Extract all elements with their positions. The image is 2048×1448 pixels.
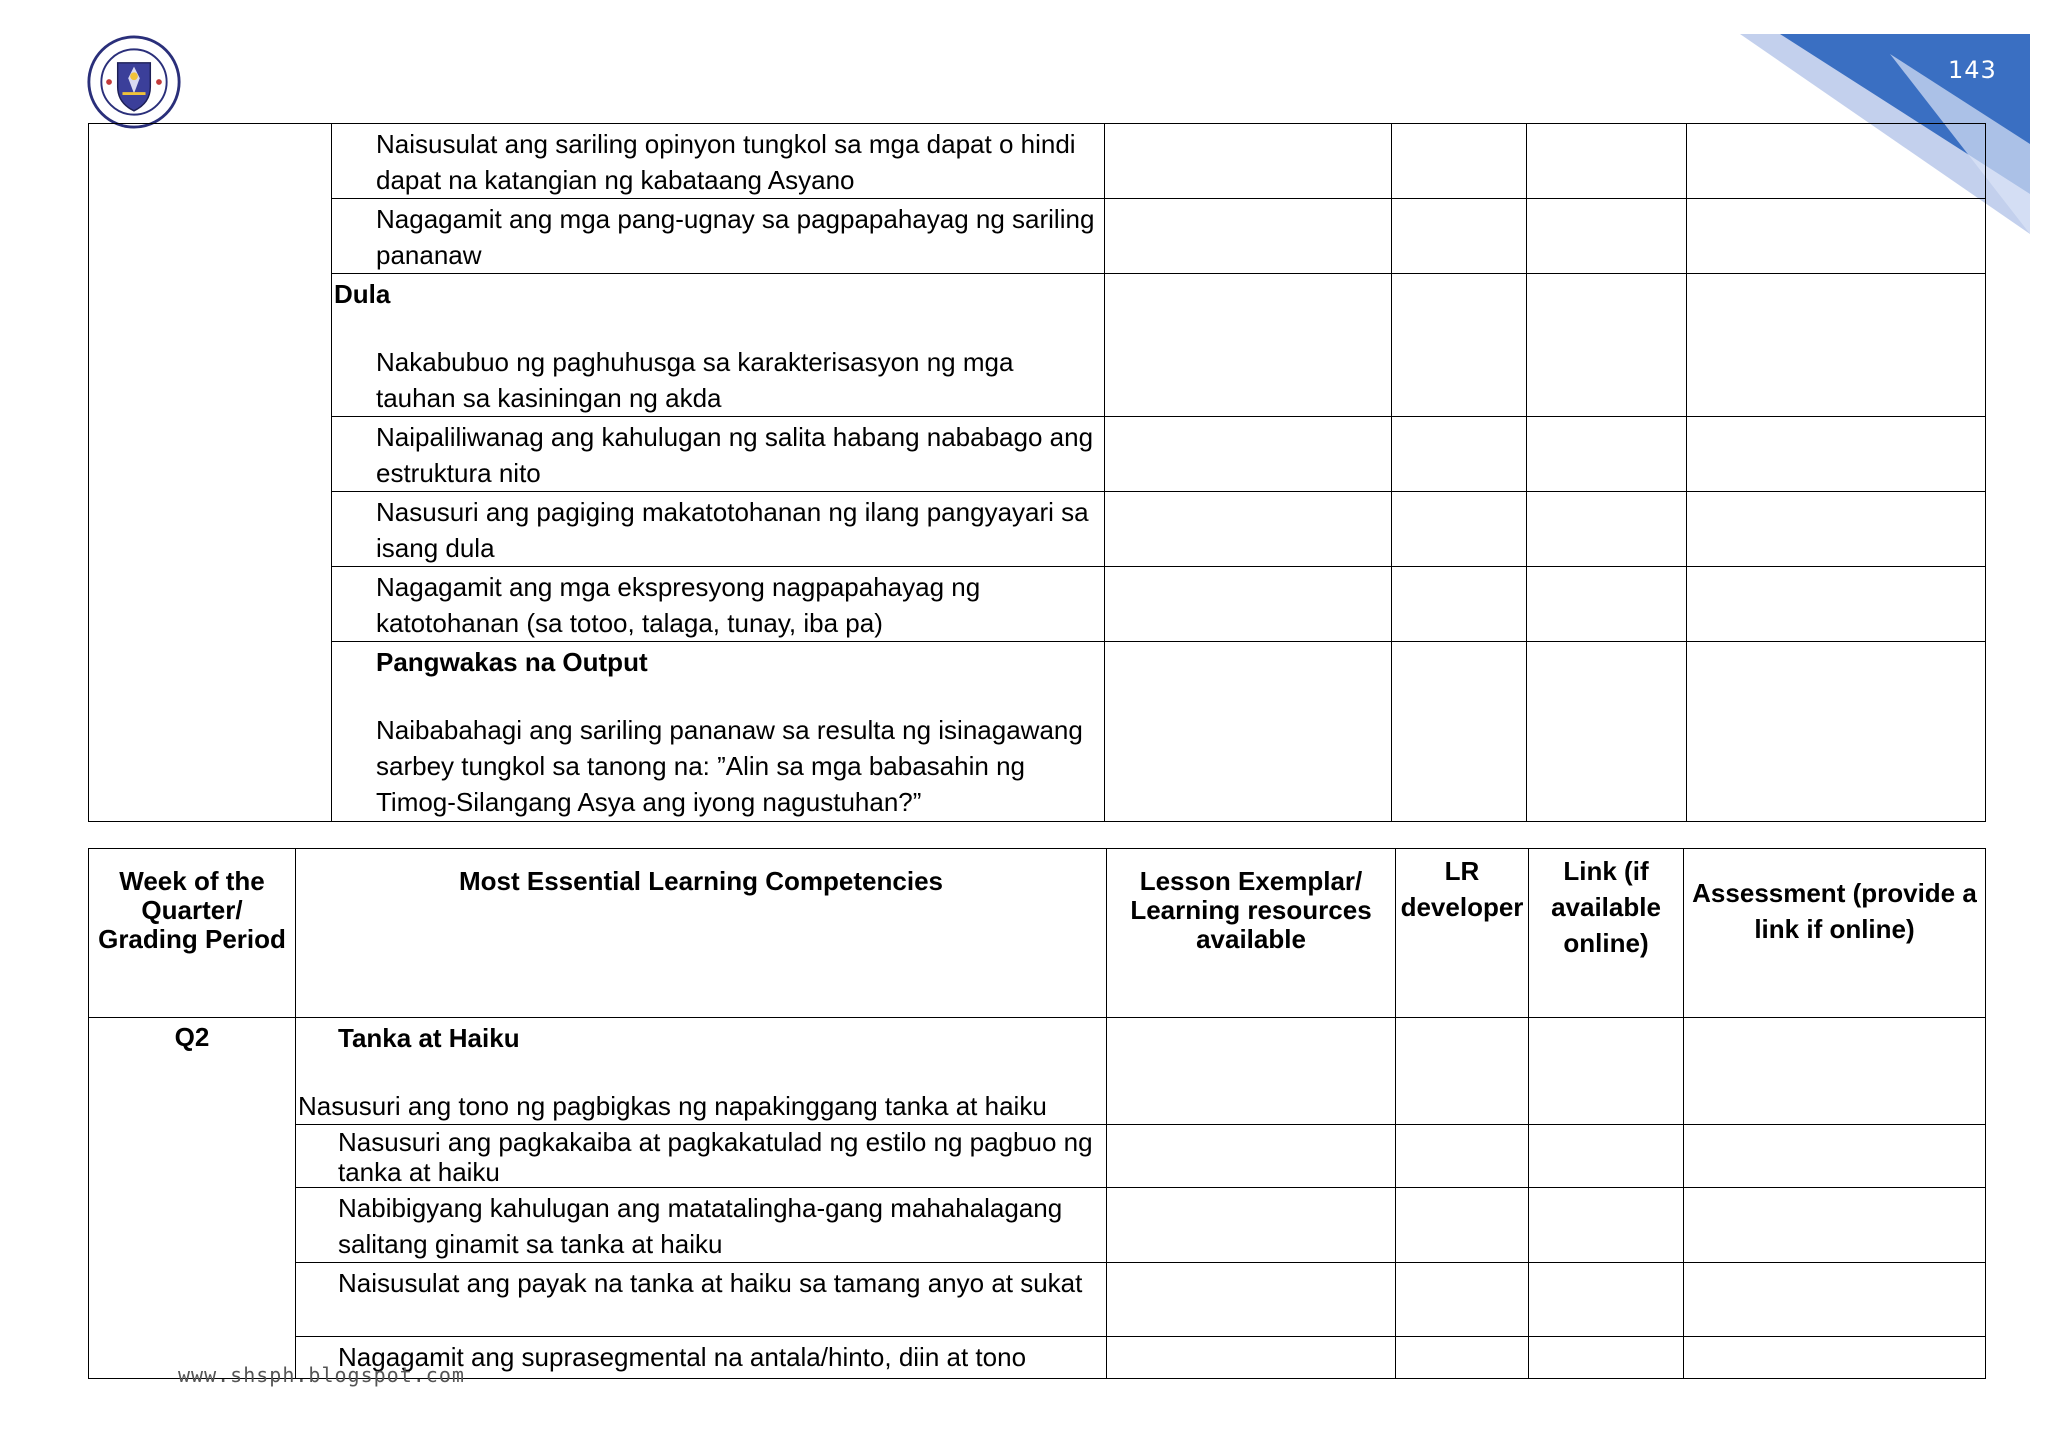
competency-text: Naisusulat ang sariling opinyon tungkol sa mga dapat o hindi dapat na katangian ng kabataang Asyano bbox=[376, 129, 1076, 195]
competency-text: Naipaliliwanag ang kahulugan ng salita habang nababago ang estruktura nito bbox=[376, 422, 1094, 488]
header-lr-developer: LR developer bbox=[1396, 849, 1529, 1018]
week-cell-empty bbox=[89, 124, 332, 822]
competencies-table-q2 bbox=[88, 848, 1986, 1379]
header-lesson-exemplar: Lesson Exemplar/ Learning resources available bbox=[1107, 849, 1396, 1018]
page-number: 143 bbox=[1948, 56, 1997, 84]
table-row bbox=[332, 199, 1105, 274]
section-heading: Pangwakas na Output bbox=[376, 647, 648, 677]
competency-text: Nakabubuo ng paghuhusga sa karakterisasyon ng mga tauhan sa kasiningan ng akda bbox=[376, 347, 1014, 413]
header-assessment: Assessment (provide a link if online) bbox=[1684, 849, 1986, 1018]
competency-text: Naisusulat ang payak na tanka at haiku sa tamang anyo at sukat bbox=[338, 1268, 1083, 1298]
header-week: Week of the Quarter/ Grading Period bbox=[89, 849, 296, 1018]
table-row bbox=[332, 274, 1105, 417]
section-heading: Dula bbox=[334, 279, 391, 309]
competency-text: Nabibigyang kahulugan ang matatalingha-gang mahahalagang salitang ginamit sa tanka at haiku bbox=[338, 1193, 1063, 1259]
header-melc: Most Essential Learning Competencies bbox=[296, 849, 1107, 1018]
table-row bbox=[296, 1018, 1107, 1125]
table-row bbox=[332, 567, 1105, 642]
competency-text: Nagagamit ang suprasegmental na antala/hinto, diin at tono bbox=[338, 1342, 1027, 1372]
table-row bbox=[332, 642, 1105, 822]
competency-text: Nagagamit ang mga ekspresyong nagpapahayag ng katotohanan (sa totoo, talaga, tunay, iba pa) bbox=[376, 572, 981, 638]
competency-text: Nagagamit ang mga pang-ugnay sa pagpapahayag ng sariling pananaw bbox=[376, 204, 1095, 270]
section-heading: Tanka at Haiku bbox=[338, 1023, 520, 1053]
table-row bbox=[296, 1263, 1107, 1337]
competency-text: Nasusuri ang pagkakaiba at pagkakatulad ng estilo ng pagbuo ng tanka at haiku bbox=[338, 1127, 1093, 1187]
table-row bbox=[332, 417, 1105, 492]
competencies-table-continued bbox=[88, 123, 1986, 822]
table-row bbox=[332, 124, 1105, 199]
quarter-label: Q2 bbox=[89, 1018, 296, 1379]
table-row bbox=[296, 1188, 1107, 1263]
header-link: Link (if available online) bbox=[1529, 849, 1684, 1018]
footer-url: www.shsph.blogspot.com bbox=[178, 1363, 465, 1387]
table-row bbox=[296, 1125, 1107, 1188]
deped-seal-logo bbox=[86, 34, 182, 130]
competency-text: Naibabahagi ang sariling pananaw sa resulta ng isinagawang sarbey tungkol sa tanong na: ”Alin sa mga babasahin ng Timog-Silangang Asya ang iyong nagustuhan?” bbox=[376, 715, 1083, 817]
competency-text: Nasusuri ang tono ng pagbigkas ng napakinggang tanka at haiku bbox=[298, 1091, 1047, 1121]
competency-text: Nasusuri ang pagiging makatotohanan ng ilang pangyayari sa isang dula bbox=[376, 497, 1089, 563]
table-row bbox=[332, 492, 1105, 567]
